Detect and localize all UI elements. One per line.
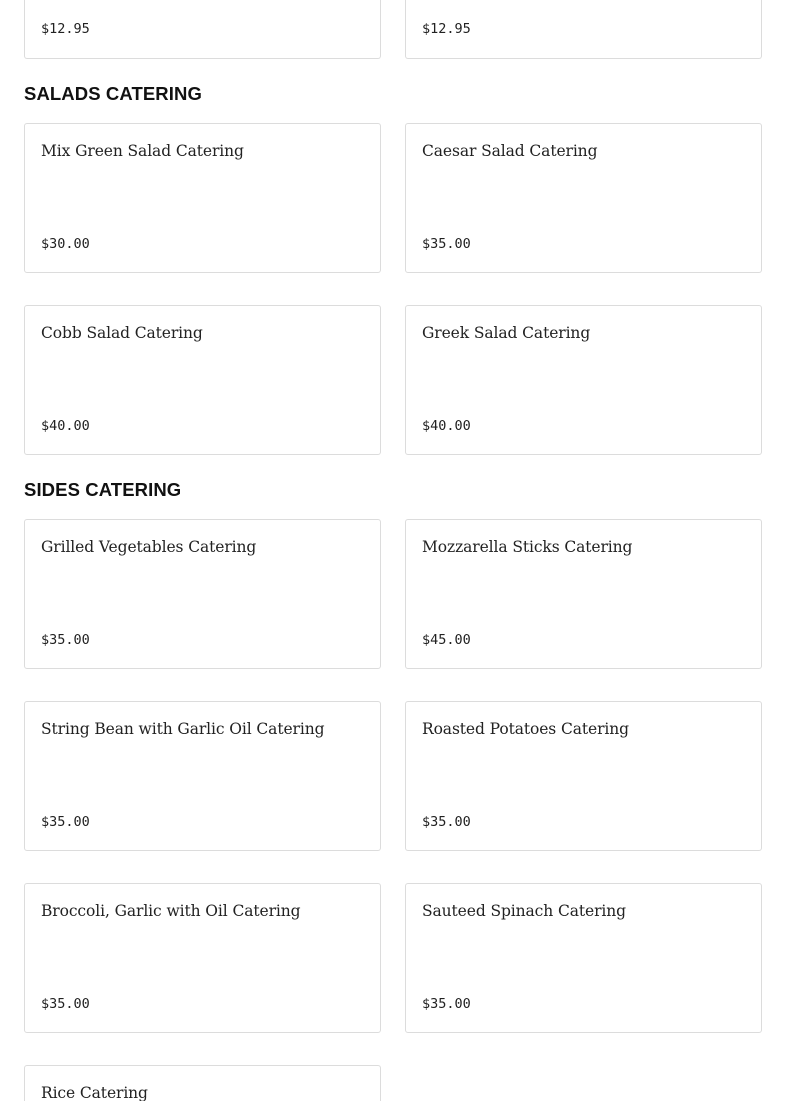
menu-item-card[interactable] <box>405 123 762 273</box>
item-name: Rice Catering <box>41 1084 148 1101</box>
item-price: $35.00 <box>422 814 471 830</box>
section-title-sides: SIDES CATERING <box>24 479 182 500</box>
menu-item-card[interactable] <box>405 519 762 669</box>
menu-item-card[interactable] <box>24 701 381 851</box>
item-name: Grilled Vegetables Catering <box>41 538 257 556</box>
menu-item-card[interactable] <box>24 1065 381 1101</box>
item-price: $40.00 <box>41 418 90 434</box>
item-name: String Bean with Garlic Oil Catering <box>41 720 325 738</box>
item-price: $12.95 <box>422 21 471 37</box>
item-price: $35.00 <box>422 996 471 1012</box>
menu-item-card[interactable] <box>405 305 762 455</box>
item-name: Mozzarella Sticks Catering <box>422 538 633 556</box>
item-name: Mix Green Salad Catering <box>41 142 244 160</box>
menu-item-card[interactable] <box>405 701 762 851</box>
item-price: $45.00 <box>422 632 471 648</box>
menu-item-card[interactable] <box>24 305 381 455</box>
item-name: Cobb Salad Catering <box>41 324 203 342</box>
item-name: Greek Salad Catering <box>422 324 591 342</box>
menu-item-card[interactable] <box>405 883 762 1033</box>
menu-item-card[interactable] <box>24 123 381 273</box>
item-name: Broccoli, Garlic with Oil Catering <box>41 902 301 920</box>
menu-item-card[interactable] <box>405 0 762 59</box>
item-price: $12.95 <box>41 21 90 37</box>
item-price: $40.00 <box>422 418 471 434</box>
item-name: Caesar Salad Catering <box>422 142 598 160</box>
item-name: Sauteed Spinach Catering <box>422 902 626 920</box>
section-title-salads: SALADS CATERING <box>24 83 202 104</box>
menu-item-card[interactable] <box>24 519 381 669</box>
menu-item-card[interactable] <box>24 883 381 1033</box>
item-price: $35.00 <box>422 236 471 252</box>
item-price: $30.00 <box>41 236 90 252</box>
item-price: $35.00 <box>41 996 90 1012</box>
item-name: Roasted Potatoes Catering <box>422 720 629 738</box>
menu-item-card[interactable] <box>24 0 381 59</box>
item-price: $35.00 <box>41 632 90 648</box>
item-price: $35.00 <box>41 814 90 830</box>
